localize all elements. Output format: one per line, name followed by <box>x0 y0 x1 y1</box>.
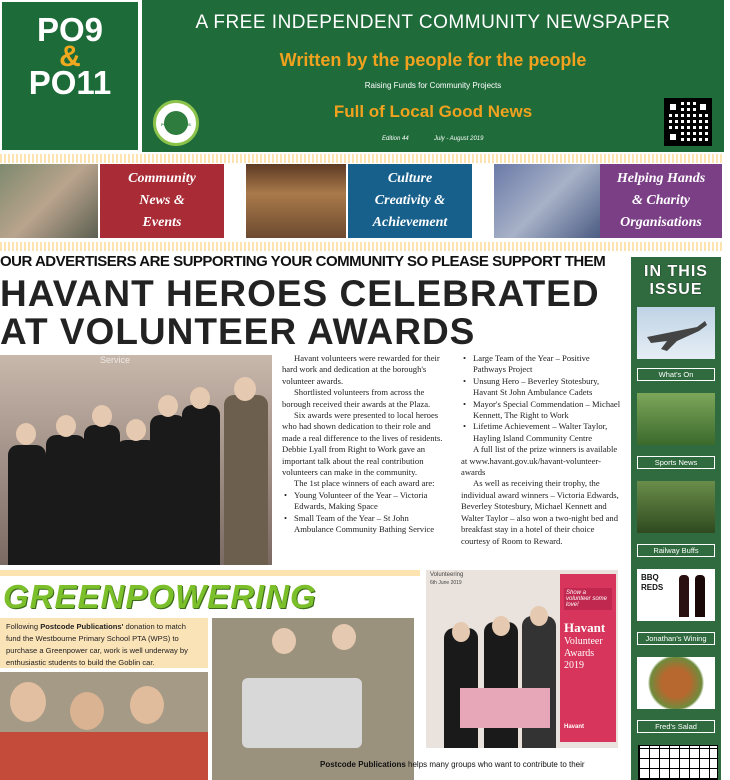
sidebar-item-jonathans-wining[interactable]: Jonathan's Wining <box>637 632 715 645</box>
logo-po11: PO11 <box>28 64 112 101</box>
headline-line-1: HAVANT HEROES CELEBRATED <box>0 273 600 314</box>
masthead-raising: Raising Funds for Community Projects <box>364 81 502 90</box>
nav-culture[interactable]: Culture Creativity & Achievement <box>348 164 472 238</box>
railway-photo[interactable] <box>637 481 715 533</box>
headline-line-2: AT VOLUNTEER AWARDS <box>0 311 476 352</box>
wine-bottle-icon <box>679 575 689 617</box>
masthead <box>142 0 724 152</box>
qr-code-icon[interactable] <box>664 98 712 146</box>
divider-stripe <box>0 154 724 163</box>
culture-photo <box>246 164 346 238</box>
logo-ampersand: & <box>59 40 81 73</box>
crossword-grid <box>638 745 718 780</box>
seal-text: POSTCODE PUBLICATIONS <box>161 117 191 127</box>
nav-charity[interactable]: Helping Hands & Charity Organisations <box>600 164 722 238</box>
greenpower-text: Following Postcode Publications' donation to match fund the Westbourne Primary School PTA (WPS) to purchase a Greenpower car, work is well underway by enthusiastic students to build the Goblin car. <box>0 618 208 668</box>
edition-number: Edition 44 <box>382 136 409 142</box>
postcode-publications-seal-icon <box>153 100 199 146</box>
wine-bottle-icon <box>695 575 705 617</box>
list-item: • Small Team of the Year – St John Ambulance Community Bathing Service <box>282 513 450 536</box>
sidebar-item-freds-salad[interactable]: Fred's Salad <box>637 720 715 733</box>
masthead-logo-panel <box>0 0 140 152</box>
list-item: • Mayor's Special Commendation – Michael Kennett, The Right to Work <box>461 399 623 422</box>
list-item: • Large Team of the Year – Positive Pathways Project <box>461 353 623 376</box>
airplane-photo[interactable] <box>637 307 715 359</box>
nav-community[interactable]: Community News & Events <box>100 164 224 238</box>
article-column-1: Havant volunteers were rewarded for their hard work and dedication at the borough's volunteer awards. Shortlisted volunteers from across the borough received their awards at the Plaza. Six awards were presented to local heroes who had shown dedication to their role and made a real difference to the lives of residents. Debbie Lyall from Right to Work gave an important talk about the real contribution volunteers can make in the community. The 1st place winners of each award are: • Young Volunteer of the Year – Victoria Edwards, Making Space • Small Team of the Year – St John Ambulance Community Bathing Service <box>282 353 450 536</box>
awards-banner: Show a volunteer some love! Havant Volunteer Awards 2019 Havant <box>560 574 616 742</box>
greenpower-title: GREENPOWERING <box>3 578 317 615</box>
edition-date: July - August 2019 <box>434 136 484 142</box>
sidebar-item-whats-on[interactable]: What's On <box>637 368 715 381</box>
logo-po9: PO9 <box>36 11 104 48</box>
sports-photo[interactable] <box>637 393 715 445</box>
volunteer-awards-photo <box>0 355 272 565</box>
in-this-issue-sidebar <box>631 257 721 780</box>
car-build-photo <box>212 618 414 780</box>
article-column-2: • Large Team of the Year – Positive Pathways Project • Unsung Hero – Beverley Stotesbury, Havant St John Ambulance Cadets • Mayor's Special Commendation – Michael Kennett, The Right to Work • Lifetime Achievement – Walter Taylor, Hayling Island Community Centre A full list of the prize winners is available at www.havant.gov.uk/havant-volunteer-awards As well as receiving their trophy, the individual award winners – Victoria Edwards, Beverley Stotesbury, Michael Kennett and Walter Taylor – also won a two-night bed and breakfast stay in a hotel of their choice courtesy of Room to Reward. <box>461 353 623 547</box>
list-item: • Young Volunteer of the Year – Victoria Edwards, Making Space <box>282 490 450 513</box>
list-item: • Unsung Hero – Beverley Stotesbury, Havant St John Ambulance Cadets <box>461 376 623 399</box>
salad-photo[interactable] <box>637 657 715 709</box>
masthead-tagline: Written by the people for the people <box>279 50 587 70</box>
list-item: • Lifetime Achievement – Walter Taylor, Hayling Island Community Centre <box>461 421 623 444</box>
award-winners-photo: Volunteering 6th June 2019 Show a volunteer some love! Havant Volunteer Awards 2019 Havant <box>426 570 618 748</box>
sidebar-item-railway-buffs[interactable]: Railway Buffs <box>637 544 715 557</box>
bottom-text: Postcode Publications helps many groups who want to contribute to their <box>320 760 585 769</box>
divider-stripe-2 <box>0 242 724 251</box>
community-photo <box>0 164 98 238</box>
sidebar-item-sports-news[interactable]: Sports News <box>637 456 715 469</box>
masthead-title: A FREE INDEPENDENT COMMUNITY NEWSPAPER <box>195 12 671 33</box>
bbq-reds-text: BBQ REDS <box>641 573 664 592</box>
charity-photo <box>494 164 600 238</box>
wine-photo[interactable] <box>637 569 715 621</box>
advertisers-banner: OUR ADVERTISERS ARE SUPPORTING YOUR COMMUNITY SO PLEASE SUPPORT THEM <box>0 253 606 270</box>
sidebar-title: IN THIS ISSUE <box>644 263 708 298</box>
students-photo <box>0 672 208 780</box>
masthead-good-news: Full of Local Good News <box>333 102 533 121</box>
photo-caption: Service <box>100 355 131 365</box>
